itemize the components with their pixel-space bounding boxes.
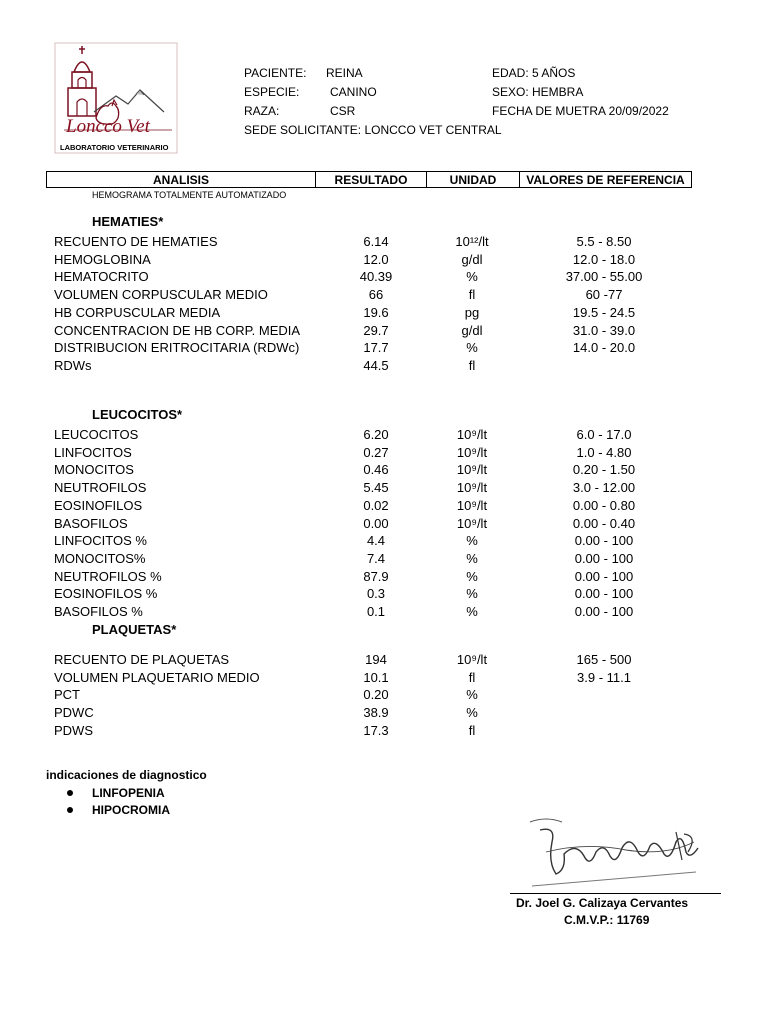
analysis-name: MONOCITOS%: [54, 550, 146, 566]
especie-value: CANINO: [330, 85, 377, 99]
unit-value: %: [466, 586, 478, 602]
analysis-name: BASOFILOS %: [54, 604, 143, 619]
result-row: [54, 357, 694, 374]
unit-value: %: [466, 687, 478, 703]
result-value: 38.9: [363, 705, 389, 721]
reference-range: 0.00 - 100: [574, 604, 634, 619]
analysis-name: RDWs: [54, 357, 92, 373]
result-row: [54, 722, 694, 739]
result-value: 40.39: [359, 269, 393, 285]
result-row: [54, 461, 694, 478]
result-value: 0.20: [363, 687, 389, 703]
result-row: [54, 669, 694, 686]
result-value: 0.00: [363, 515, 389, 531]
reference-range: 1.0 - 4.80: [576, 444, 632, 460]
result-row: [54, 322, 694, 339]
reference-range: 0.00 - 100: [574, 586, 634, 602]
result-value: 6.14: [363, 234, 389, 249]
analysis-name: MONOCITOS: [54, 462, 134, 478]
col-resultado: RESULTADO: [316, 172, 427, 188]
reference-range: 12.0 - 18.0: [572, 251, 636, 267]
unit-value: %: [466, 533, 478, 549]
result-value: 10.1: [363, 669, 389, 685]
result-row: [54, 479, 694, 496]
diagnostico-item: [92, 803, 170, 817]
signer-cmvp: C.M.V.P.: 11769: [564, 913, 650, 927]
result-value: 19.6: [363, 304, 389, 320]
analysis-name: LINFOCITOS %: [54, 533, 147, 549]
result-value: 194: [365, 652, 387, 667]
analysis-name: RECUENTO DE PLAQUETAS: [54, 652, 230, 667]
result-value: 0.3: [366, 586, 386, 602]
result-row: [54, 339, 694, 356]
raza-value: CSR: [330, 104, 356, 118]
unit-value: %: [466, 340, 478, 356]
result-value: 4.4: [366, 533, 386, 549]
reference-range: 0.00 - 0.40: [572, 515, 636, 531]
reference-range: 37.00 - 55.00: [565, 269, 643, 285]
col-unidad: UNIDAD: [427, 172, 520, 188]
reference-range: 6.0 - 17.0: [576, 427, 632, 442]
result-row: [54, 286, 694, 303]
unit-value: 10⁹/lt: [456, 444, 488, 460]
result-row: [54, 686, 694, 703]
result-row: [54, 550, 694, 567]
reference-range: 5.5 - 8.50: [576, 234, 632, 249]
section-title-hematies: HEMATIES*: [92, 214, 164, 229]
reference-range: 0.00 - 0.80: [572, 497, 636, 513]
analysis-name: HEMATOCRITO: [54, 269, 149, 285]
unit-value: 10⁹/lt: [456, 480, 488, 496]
result-row: [54, 233, 694, 250]
unit-value: 10⁹/lt: [456, 652, 488, 667]
result-value: 29.7: [363, 322, 389, 338]
analysis-name: RECUENTO DE HEMATIES: [54, 234, 218, 249]
result-row: [54, 304, 694, 321]
result-value: 17.3: [363, 722, 389, 738]
result-value: 87.9: [363, 568, 389, 584]
paciente-label: PACIENTE:: [244, 66, 307, 80]
unit-value: 10⁹/lt: [456, 427, 488, 442]
unit-value: fl: [468, 669, 476, 685]
unit-value: 10⁹/lt: [456, 462, 488, 478]
result-value: 7.4: [366, 550, 386, 566]
signature-line: [510, 893, 721, 894]
result-value: 17.7: [363, 340, 389, 356]
unit-value: 10⁹/lt: [456, 515, 488, 531]
bullet-icon: [67, 807, 73, 813]
unit-value: fl: [468, 357, 476, 373]
sexo: SEXO: HEMBRA: [492, 85, 584, 99]
unit-value: g/dl: [461, 322, 483, 338]
unit-value: fl: [468, 722, 476, 738]
unit-value: %: [466, 604, 478, 619]
analysis-name: HEMOGLOBINA: [54, 251, 151, 267]
reference-range: 0.00 - 100: [574, 568, 634, 584]
diagnostico-title: indicaciones de diagnostico: [46, 768, 207, 782]
result-row: [54, 251, 694, 268]
result-value: 5.45: [363, 480, 389, 496]
result-value: 0.1: [366, 604, 386, 619]
reference-range: 60 -77: [585, 287, 623, 303]
unit-value: g/dl: [461, 251, 483, 267]
analysis-name: VOLUMEN CORPUSCULAR MEDIO: [54, 287, 268, 303]
result-value: 44.5: [363, 357, 389, 373]
analysis-name: LINFOCITOS: [54, 444, 132, 460]
sede-solicitante: SEDE SOLICITANTE: LONCCO VET CENTRAL: [244, 123, 502, 137]
result-value: 0.02: [363, 497, 389, 513]
col-analisis: ANALISIS: [47, 172, 316, 188]
raza-label: RAZA:: [244, 104, 280, 118]
unit-value: %: [466, 550, 478, 566]
analysis-name: HB CORPUSCULAR MEDIA: [54, 304, 221, 320]
results-table-header: [46, 171, 692, 188]
result-row: [54, 268, 694, 285]
reference-range: 14.0 - 20.0: [572, 340, 636, 356]
unit-value: fl: [468, 287, 476, 303]
reference-range: 165 - 500: [576, 652, 632, 667]
analysis-name: CONCENTRACION DE HB CORP. MEDIA: [54, 322, 301, 338]
fecha-muestra: FECHA DE MUETRA 20/09/2022: [492, 104, 669, 118]
analysis-name: LEUCOCITOS: [54, 427, 139, 442]
signer-name: Dr. Joel G. Calizaya Cervantes: [516, 896, 689, 910]
analysis-name: VOLUMEN PLAQUETARIO MEDIO: [54, 669, 260, 685]
logo-name: Loncco Vet: [66, 116, 150, 137]
unit-value: pg: [464, 304, 480, 320]
reference-range: 3.9 - 11.1: [577, 669, 631, 685]
section-title-leucocitos: LEUCOCITOS*: [92, 407, 183, 422]
signature-image: [526, 812, 706, 892]
paciente-value: REINA: [326, 66, 363, 80]
analysis-name: EOSINOFILOS: [54, 497, 143, 513]
analysis-name: PDWC: [54, 705, 94, 721]
analysis-name: BASOFILOS: [54, 515, 128, 531]
result-value: 0.46: [363, 462, 389, 478]
result-row: [54, 568, 694, 585]
analysis-name: PCT: [54, 687, 80, 703]
result-row: [54, 603, 694, 620]
reference-range: 0.00 - 100: [574, 550, 634, 566]
unit-value: 10¹²/lt: [455, 234, 489, 249]
result-row: [54, 426, 694, 443]
section-title-plaquetas: PLAQUETAS*: [92, 622, 177, 637]
unit-value: %: [466, 269, 478, 285]
result-row: [54, 497, 694, 514]
analysis-name: NEUTROFILOS %: [54, 568, 162, 584]
analysis-name: DISTRIBUCION ERITROCITARIA (RDWc): [54, 340, 300, 356]
result-value: 66: [368, 287, 384, 303]
reference-range: 3.0 - 12.00: [572, 480, 636, 496]
reference-range: 0.20 - 1.50: [572, 462, 636, 478]
reference-range: 0.00 - 100: [574, 533, 634, 549]
especie-label: ESPECIE:: [244, 85, 300, 99]
result-row: [54, 515, 694, 532]
result-row: [54, 704, 694, 721]
analysis-name: NEUTROFILOS: [54, 480, 147, 496]
unit-value: %: [466, 568, 478, 584]
diagnostico-item-text: LINFOPENIA: [92, 786, 165, 800]
result-value: 6.20: [363, 427, 389, 442]
diagnostico-item: [92, 786, 165, 800]
analysis-name: EOSINOFILOS %: [54, 586, 158, 602]
result-row: [54, 444, 694, 461]
bullet-icon: [67, 790, 73, 796]
result-value: 12.0: [363, 251, 389, 267]
diagnostico-item-text: HIPOCROMIA: [92, 803, 170, 817]
reference-range: 31.0 - 39.0: [572, 322, 636, 338]
analysis-name: PDWS: [54, 722, 93, 738]
unit-value: %: [466, 705, 478, 721]
result-value: 0.27: [363, 444, 389, 460]
reference-range: 19.5 - 24.5: [572, 304, 636, 320]
result-row: [54, 585, 694, 602]
logo-subtitle: LABORATORIO VETERINARIO: [60, 143, 169, 152]
result-row: [54, 532, 694, 549]
edad: EDAD: 5 AÑOS: [492, 66, 576, 80]
result-row: [54, 651, 694, 668]
hemograma-subtitle: HEMOGRAMA TOTALMENTE AUTOMATIZADO: [92, 190, 287, 200]
loncco-vet-logo: [54, 42, 178, 154]
col-valores-referencia: VALORES DE REFERENCIA: [520, 172, 692, 188]
unit-value: 10⁹/lt: [456, 497, 488, 513]
